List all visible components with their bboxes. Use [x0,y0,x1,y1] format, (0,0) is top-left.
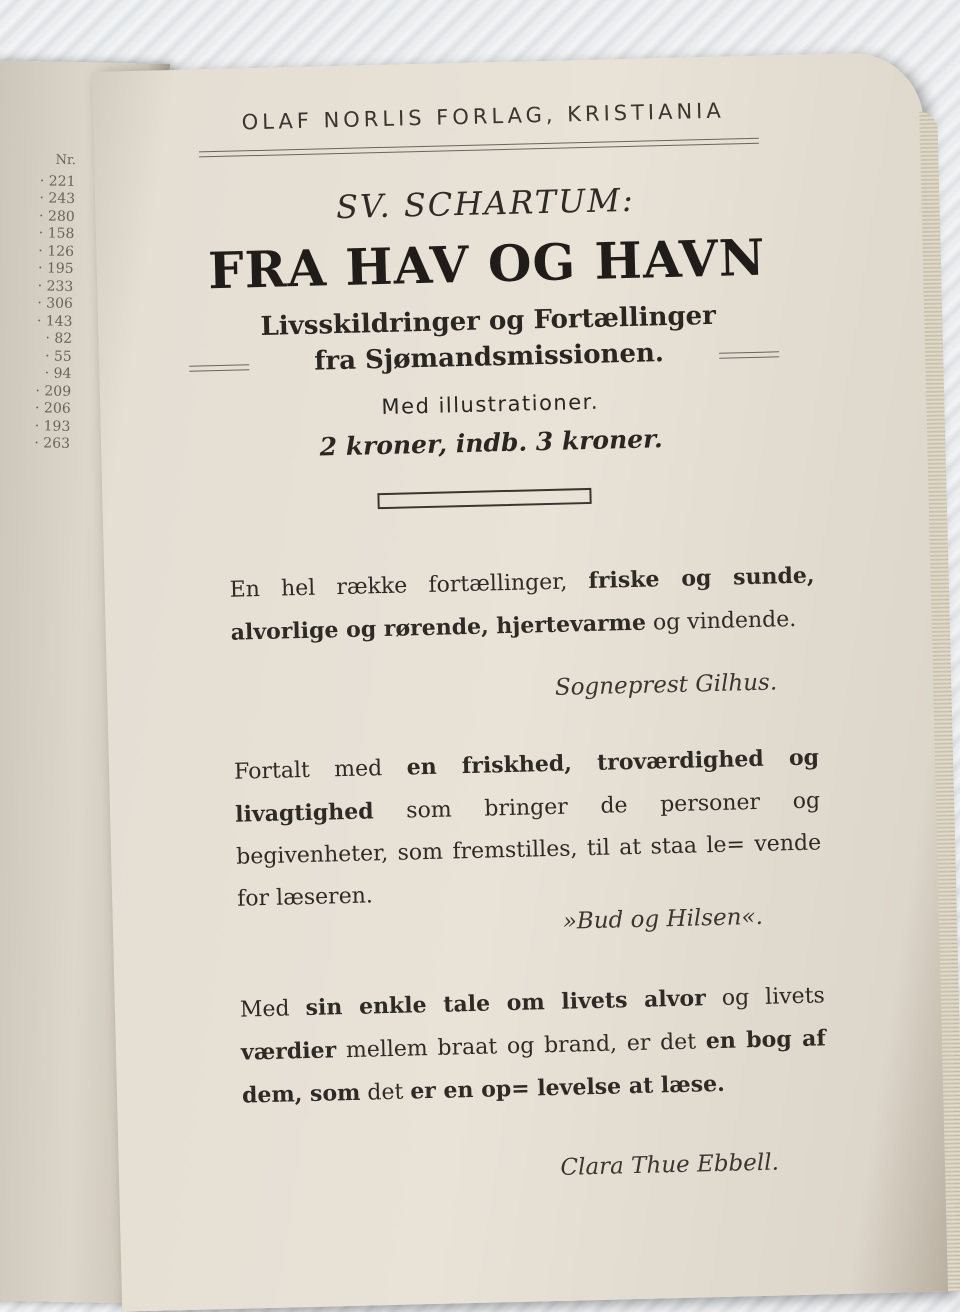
illustrations-note: Med illustrationer. [381,389,600,420]
body-text: Med [239,996,306,1023]
review-2-text [179,736,823,922]
subtitle-line-1: Livsskildringer og Fortællinger [260,300,717,342]
left-page-number: · 221 [39,172,76,190]
review-1-text [174,555,816,657]
body-text: det [360,1079,411,1106]
left-page-number: · 193 [34,417,71,435]
left-page-number: · 143 [36,312,73,330]
left-page-number: · 263 [34,435,71,452]
emphasized-text: værdier [240,1037,337,1066]
price-line: 2 kroner, indb. 3 kroner. [319,424,664,462]
left-page-number: · 82 [45,330,73,347]
left-page-number: · 55 [44,347,72,365]
left-page-number: · 195 [37,260,74,278]
left-page-number: · 306 [37,295,74,312]
body-text: Fortalt med [233,755,408,785]
left-page-number: · 94 [44,365,72,382]
review-2-signature: »Bud og Hilsen«. [562,903,764,935]
left-page-number: · 158 [38,225,75,243]
subtitle-line-2: fra Sjømandsmissionen. [313,338,665,377]
review-3-text [184,974,827,1119]
left-page-number: · 280 [38,207,75,225]
body-text: og livets [705,983,826,1012]
left-page-number: · 233 [37,277,74,295]
body-text: som bringer de personer og begivenheter, som fremstilles, til at staa le= vende for læseren. [235,788,822,912]
book-title: FRA HAV OG HAVN [207,227,767,301]
left-page-number: · 209 [35,382,72,400]
ornament-box [377,488,591,509]
body-text: og vindende. [645,606,797,636]
left-page-header: Nr. [55,152,77,169]
body-text: mellem braat og brand, er det [335,1029,707,1064]
body-text: En hel række fortællinger, [229,569,589,603]
header-rule [199,138,759,158]
publisher-line: OLAF NORLIS FORLAG, KRISTIANIA [241,98,725,135]
left-page-number-list [0,151,76,454]
review-3-signature: Clara Thue Ebbell. [560,1149,780,1181]
emphasized-text: friske og sunde, alvorlige og rørende, hjertevarme [230,562,815,646]
emphasized-text: en friskhed, troværdighed og livagtighed [234,744,820,828]
left-page-number: · 243 [39,190,76,208]
left-page-number: · 126 [38,242,75,260]
review-1-signature: Sogneprest Gilhus. [554,669,778,701]
emphasized-text: en bog af dem, som [241,1025,827,1109]
emphasized-text: sin enkle tale om livets alvor [305,985,707,1022]
left-page-number: · 206 [34,400,71,417]
author-name: SV. SCHARTUM: [335,180,636,227]
emphasized-text: er en op= levelse at læse. [409,1070,726,1105]
right-page [92,52,952,1312]
